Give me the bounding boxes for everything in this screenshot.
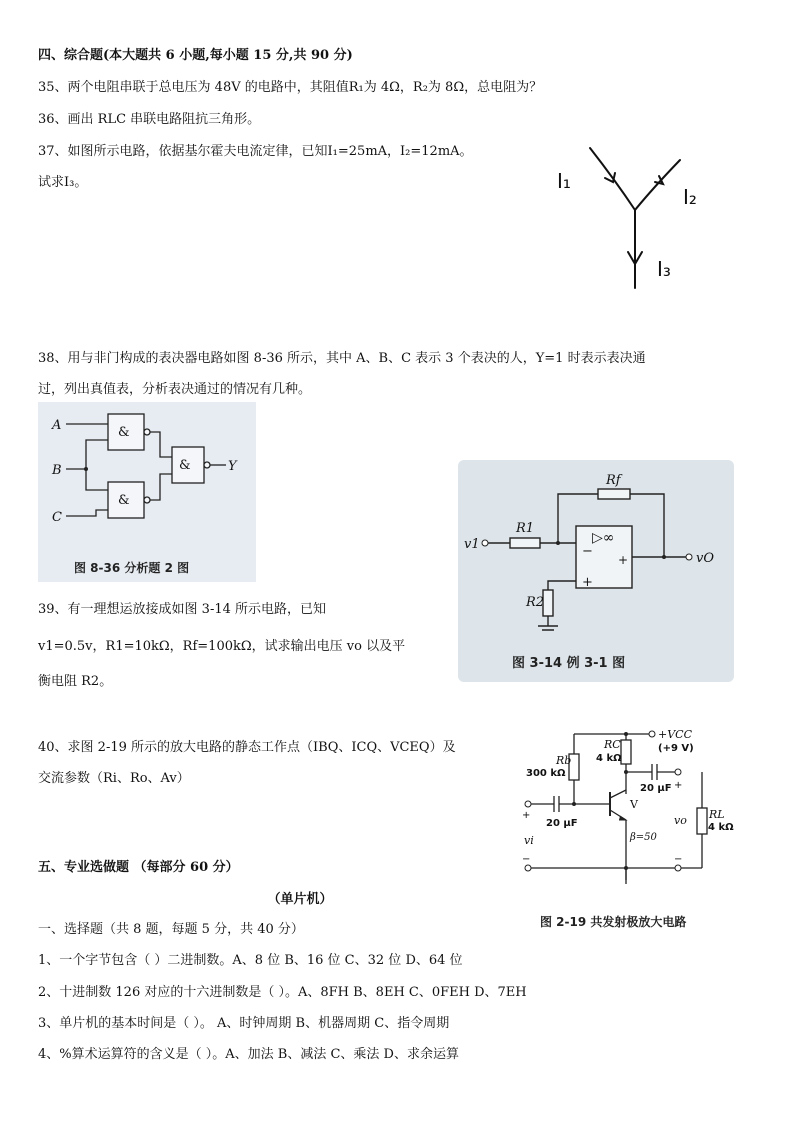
current-i1-branch	[590, 148, 635, 210]
vi-label: vi	[524, 834, 534, 847]
section5-heading: 五、专业选做题 （每部分 60 分）	[38, 860, 239, 875]
current-i2-branch	[635, 160, 680, 210]
vcc-label: +VCC	[658, 728, 692, 741]
resistor-r1	[510, 538, 540, 548]
question-37-line1: 37、如图所示电路，依据基尔霍夫电流定律，已知I₁=25mA，I₂=12mA。	[38, 144, 473, 159]
vo-label: vO	[696, 551, 715, 566]
question-40-line2: 交流参数（Ri、Ro、Av）	[38, 771, 190, 786]
c2-value: 20 μF	[640, 783, 672, 794]
input-a-label: A	[52, 418, 62, 433]
resistor-rf	[598, 489, 630, 499]
output-y-label: Y	[228, 459, 237, 474]
section5-subheading: （单片机）	[267, 892, 333, 907]
vi-plus: +	[522, 810, 531, 821]
mcq-4: 4、%算术运算符的含义是（ ）。A、加法 B、减法 C、乘法 D、求余运算	[38, 1047, 459, 1062]
op-amp-plus: +	[582, 575, 593, 590]
gate-3-symbol: &	[179, 458, 191, 473]
gate-1-symbol: &	[118, 425, 130, 440]
mcq-2: 2、十进制数 126 对应的十六进制数是（ ）。A、8FH B、8EH C、0FEH D、7EH	[38, 985, 527, 1000]
gate-2-symbol: &	[118, 493, 130, 508]
label-i2: I₂	[683, 185, 697, 209]
rc-value: 4 kΩ	[596, 753, 622, 764]
rb-value: 300 kΩ	[526, 768, 566, 779]
label-i1: I₁	[557, 169, 571, 193]
op-amp-symbol: ▷∞	[592, 530, 615, 546]
vcc-value: (+9 V)	[658, 743, 694, 754]
question-39-line2: v1=0.5v，R1=10kΩ，Rf=100kΩ，试求输出电压 vo 以及平	[38, 639, 406, 654]
section4-heading: 四、综合题(本大题共 6 小题,每小题 15 分,共 90 分)	[38, 48, 353, 63]
input-c-label: C	[52, 510, 62, 525]
section5-part1-heading: 一、选择题（共 8 题，每题 5 分，共 40 分）	[38, 922, 304, 937]
rl-label: RL	[709, 808, 725, 821]
v1-label: v1	[464, 537, 480, 552]
figure-3-14	[458, 460, 734, 682]
vo-label: vo	[674, 814, 687, 827]
rl-value: 4 kΩ	[708, 822, 734, 833]
vo-minus: −	[674, 854, 683, 865]
question-38-line1: 38、用与非门构成的表决器电路如图 8-36 所示，其中 A、B、C 表示 3 个表决的人，Y=1 时表示表决通	[38, 351, 646, 366]
rc-label: RC	[604, 738, 621, 751]
figure-8-36	[38, 402, 256, 582]
question-36: 36、画出 RLC 串联电路阻抗三角形。	[38, 112, 261, 127]
mcq-1: 1、一个字节包含（ ）二进制数。A、8 位 B、16 位 C、32 位 D、64 位	[38, 953, 463, 968]
input-b-label: B	[52, 463, 62, 478]
op-amp-minus: −	[582, 544, 593, 559]
question-38-line2: 过，列出真值表，分析表决通过的情况有几种。	[38, 382, 312, 397]
transistor-label: V	[630, 798, 638, 811]
figure-8-36-caption: 图 8-36 分析题 2 图	[74, 561, 190, 575]
vo-plus: +	[674, 780, 683, 791]
rb-label: Rb	[556, 754, 572, 767]
beta-label: β=50	[630, 832, 657, 843]
c1-value: 20 μF	[546, 818, 578, 829]
question-39-line1: 39、有一理想运放接成如图 3-14 所示电路，已知	[38, 602, 327, 617]
arrow-i2	[655, 176, 663, 184]
vi-minus: −	[522, 854, 531, 865]
r2-label: R2	[526, 595, 545, 610]
op-amp-output-plus: +	[618, 553, 629, 567]
question-40-line1: 40、求图 2-19 所示的放大电路的静态工作点（IBQ、ICQ、VCEQ）及	[38, 740, 456, 755]
question-37-line2: 试求I₃。	[38, 175, 88, 190]
resistor-r2	[543, 590, 553, 616]
figure-2-19-caption: 图 2-19 共发射极放大电路	[540, 915, 687, 929]
figure-3-14-caption: 图 3-14 例 3-1 图	[512, 656, 626, 671]
question-35: 35、两个电阻串联于总电压为 48V 的电路中，其阻值R₁为 4Ω，R₂为 8Ω，总电阻为？	[38, 80, 543, 95]
mcq-3: 3、单片机的基本时间是（ ）。 A、时钟周期 B、机器周期 C、指令周期	[38, 1016, 450, 1031]
rf-label: Rf	[606, 473, 621, 488]
r1-label: R1	[516, 521, 535, 536]
question-39-line3: 衡电阻 R2。	[38, 674, 113, 689]
kcl-node-figure	[545, 140, 725, 310]
label-i3: I₃	[657, 257, 671, 281]
